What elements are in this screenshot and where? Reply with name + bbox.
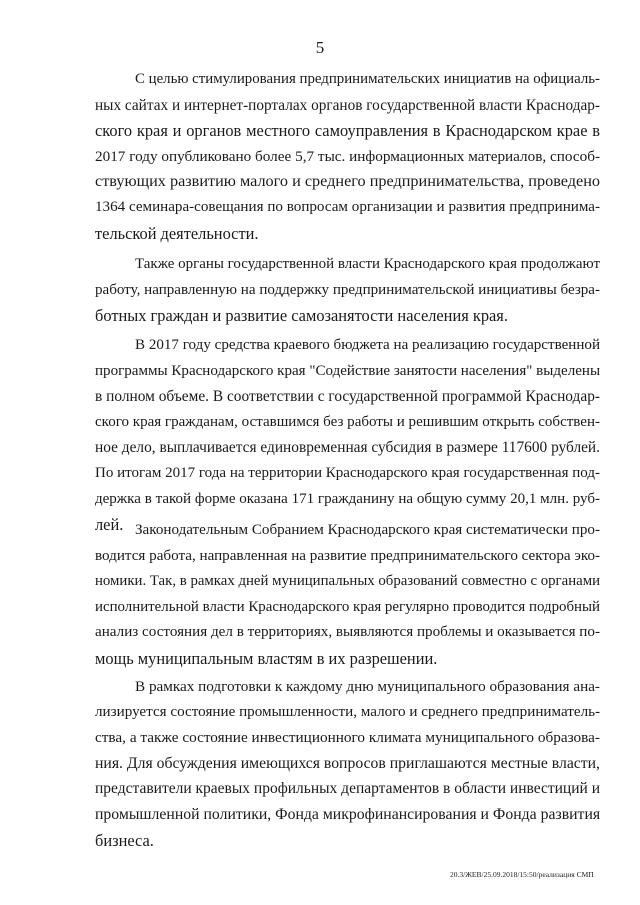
- text-line: В рамках подготовки к каждому дню муниципального образования ана-: [135, 678, 600, 695]
- text-line: ского края и органов местного самоуправления в Краснодарском крае в: [95, 121, 600, 141]
- text-line: ствующих развитию малого и среднего предпринимательства, проведено: [95, 172, 600, 191]
- text-line: 1364 семинара-совещания по вопросам организации и развития предпринима-: [95, 198, 600, 215]
- text-line: В 2017 году средства краевого бюджета на реализацию государственной: [135, 337, 600, 353]
- paragraph-5: [95, 674, 600, 853]
- text-line: в полном объеме. В соответствии с государственной программой Краснодар-: [95, 388, 600, 406]
- text-line: 2017 году опубликовано более 5,7 тыс. информационных материалов, способ-: [95, 147, 600, 165]
- text-line: ского края гражданам, оставшимся без работы и решившим открыть собствен-: [95, 413, 600, 430]
- text-line: лей.: [95, 515, 124, 535]
- text-line: держка в такой форме оказана 171 гражданину на общую сумму 20,1 млн. руб-: [95, 490, 600, 507]
- text-line: Также органы государственной власти Краснодарского края продолжают: [135, 256, 600, 272]
- text-line: По итогам 2017 года на территории Краснодарского края государственная под-: [95, 464, 600, 481]
- text-line: ботных граждан и развитие самозанятости населения края.: [95, 306, 508, 326]
- paragraph-4: [95, 518, 600, 672]
- page-number: 5: [315, 38, 325, 57]
- text-line: промышленной политики, Фонда микрофинансирования и Фонда развития: [95, 805, 601, 823]
- text-line: ства, а также состояние инвестиционного климата муниципального образова-: [95, 729, 600, 747]
- paragraph-2: [95, 252, 600, 329]
- text-line: Законодательным Собранием Краснодарского края систематически про-: [135, 522, 600, 538]
- text-line: программы Краснодарского края "Содействие занятости населения" выделены: [95, 362, 601, 379]
- text-line: работу, направленную на поддержку предпринимательской инициативы безра-: [95, 281, 600, 298]
- footer-code: 20.3/ЖЕВ/25.09.2018/15:50/реализация СМП: [450, 870, 594, 879]
- text-line: анализ состояния дел в территориях, выявляются проблемы и оказывается по-: [95, 624, 600, 641]
- text-line: лизируется состояние промышленности, малого и среднего предприниматель-: [95, 703, 601, 720]
- text-line: ния. Для обсуждения имеющихся вопросов приглашаются местные власти,: [95, 754, 600, 772]
- text-line: номики. Так, в рамках дней муниципальных образований совместно с органами: [95, 573, 600, 590]
- text-line: бизнеса.: [95, 830, 154, 850]
- text-line: С целью стимулирования предпринимательских инициатив на официаль-: [135, 71, 600, 87]
- paragraph-1: [95, 67, 600, 246]
- text-line: представители краевых профильных департаментов в области инвестиций и: [95, 780, 600, 798]
- text-line: тельской деятельности.: [95, 223, 259, 243]
- paragraph-3: [95, 333, 600, 538]
- text-line: исполнительной власти Краснодарского края регулярно проводится подробный: [95, 598, 600, 615]
- text-line: водится работа, направленная на развитие предпринимательского сектора эко-: [95, 547, 601, 564]
- text-line: ное дело, выплачивается единовременная субсидия в размере 117600 рублей.: [95, 439, 600, 457]
- text-line: ных сайтах и интернет-порталах органов государственной власти Краснодар-: [95, 96, 600, 114]
- text-line: мощь муниципальным властям в их разрешении.: [95, 648, 438, 668]
